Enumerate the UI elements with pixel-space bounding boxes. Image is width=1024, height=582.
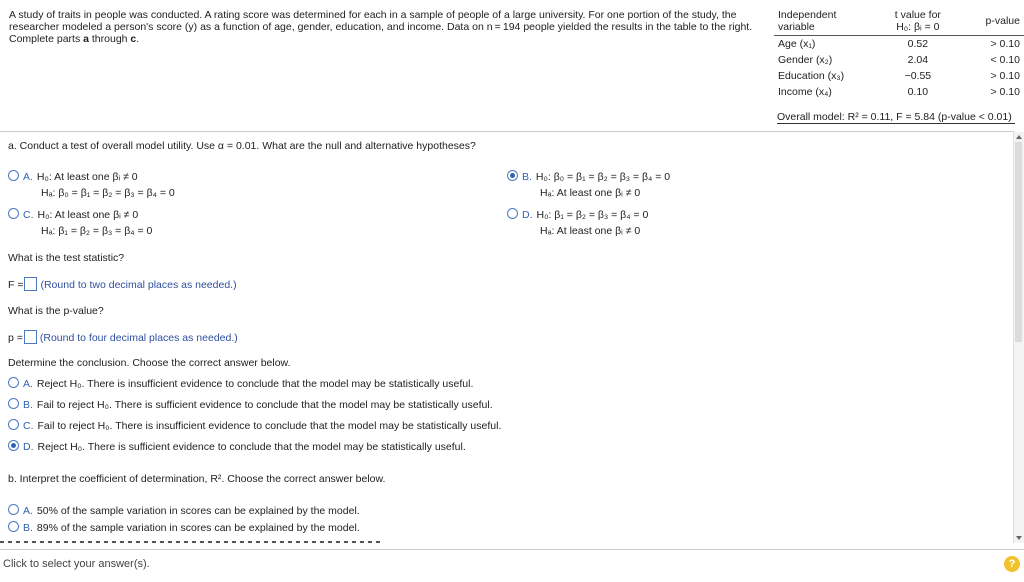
scrollbar[interactable]: [1013, 132, 1024, 543]
radio-icon[interactable]: [8, 377, 19, 388]
f-input[interactable]: [24, 277, 37, 291]
hypothesis-option-a-alt: Hₐ: β₀ = β₁ = β₂ = β₃ = β₄ = 0: [41, 187, 175, 199]
conclusion-option-a[interactable]: A. Reject H₀. There is insufficient evidence to conclude that the model may be statistically useful.: [8, 377, 473, 390]
radio-icon[interactable]: [507, 208, 518, 219]
radio-icon[interactable]: [8, 398, 19, 409]
clipped-option-c: [0, 541, 380, 543]
conclusion-option-b[interactable]: B. Fail to reject H₀. There is sufficient evidence to conclude that the model may be statistically useful.: [8, 398, 493, 411]
table-row: Gender (x₂) 2.04 < 0.10: [778, 54, 1020, 66]
table-row: Education (x₃) −0.55 > 0.10: [778, 70, 1020, 82]
r2-option-a[interactable]: A. 50% of the sample variation in scores can be explained by the model.: [8, 504, 360, 517]
radio-icon[interactable]: [8, 504, 19, 515]
hypothesis-option-d-alt: Hₐ: At least one βᵢ ≠ 0: [540, 225, 641, 237]
hypothesis-option-d[interactable]: D. H₀: β₁ = β₂ = β₃ = β₄ = 0: [507, 208, 648, 221]
scroll-up-icon[interactable]: [1016, 135, 1022, 139]
radio-selected-icon[interactable]: [507, 170, 518, 181]
intro-text: A study of traits in people was conducted. A rating score was determined for each in a sample of people of a large university. For one portion of the study, the researcher modeled a person's score (y) as a function of age, gender, education, and income. Data on n = 194 people yielded the results in the table to the right.: [9, 9, 753, 33]
help-icon[interactable]: ?: [1004, 556, 1020, 572]
test-statistic-question: What is the test statistic?: [8, 252, 125, 264]
radio-icon[interactable]: [8, 208, 19, 219]
f-hint: (Round to two decimal places as needed.): [40, 279, 237, 291]
conclusion-option-c[interactable]: C. Fail to reject H₀. There is insufficient evidence to conclude that the model may be statistically useful.: [8, 419, 501, 432]
radio-icon[interactable]: [8, 170, 19, 181]
f-row: F = (Round to two decimal places as needed.): [8, 279, 237, 291]
p-value-question: What is the p-value?: [8, 305, 104, 317]
table-header: Independent variable t value for H₀: βᵢ = 0 p-value: [774, 9, 1024, 36]
status-bar: [0, 549, 1024, 582]
scroll-down-icon[interactable]: [1016, 536, 1022, 540]
part-b-question: b. Interpret the coefficient of determination, R². Choose the correct answer below.: [8, 473, 386, 485]
conclusion-option-d[interactable]: D. Reject H₀. There is sufficient evidence to conclude that the model may be statistically useful.: [8, 440, 466, 453]
hypothesis-option-b-alt: Hₐ: At least one βᵢ ≠ 0: [540, 187, 641, 199]
p-hint: (Round to four decimal places as needed.): [39, 332, 238, 344]
status-text: Click to select your answer(s).: [3, 558, 150, 570]
divider: [0, 131, 1014, 132]
results-table: [774, 9, 1024, 100]
hypothesis-option-a[interactable]: A. H₀: At least one βᵢ ≠ 0: [8, 170, 138, 183]
table-row: Income (x₄) 0.10 > 0.10: [778, 86, 1020, 98]
radio-icon[interactable]: [8, 419, 19, 430]
part-a-question: a. Conduct a test of overall model utility. Use α = 0.01. What are the null and alternative hypotheses?: [8, 140, 476, 152]
radio-icon[interactable]: [8, 521, 19, 532]
scroll-thumb[interactable]: [1015, 142, 1022, 342]
conclusion-question: Determine the conclusion. Choose the correct answer below.: [8, 357, 291, 369]
p-input[interactable]: [24, 330, 37, 344]
r2-option-b[interactable]: B. 89% of the sample variation in scores can be explained by the model.: [8, 521, 360, 534]
problem-intro: A study of traits in people was conducted. A rating score was determined for each in a sample of people of a large university. For one portion of the study, the researcher modeled a person's score (y) as a function of age, gender, education, and income. Data on n = 194 people yielded the results in the table to the right. Complete parts a through c.: [9, 9, 753, 45]
p-row: p = (Round to four decimal places as needed.): [8, 332, 238, 344]
hypothesis-option-c[interactable]: C. H₀: At least one βᵢ ≠ 0: [8, 208, 138, 221]
radio-selected-icon[interactable]: [8, 440, 19, 451]
overall-model: Overall model: R² = 0.11, F = 5.84 (p-value < 0.01): [777, 111, 1015, 124]
hypothesis-option-b[interactable]: B. H₀: β₀ = β₁ = β₂ = β₃ = β₄ = 0: [507, 170, 670, 183]
hypothesis-option-c-alt: Hₐ: β₁ = β₂ = β₃ = β₄ = 0: [41, 225, 153, 237]
table-row: Age (x₁) 0.52 > 0.10: [778, 38, 1020, 50]
